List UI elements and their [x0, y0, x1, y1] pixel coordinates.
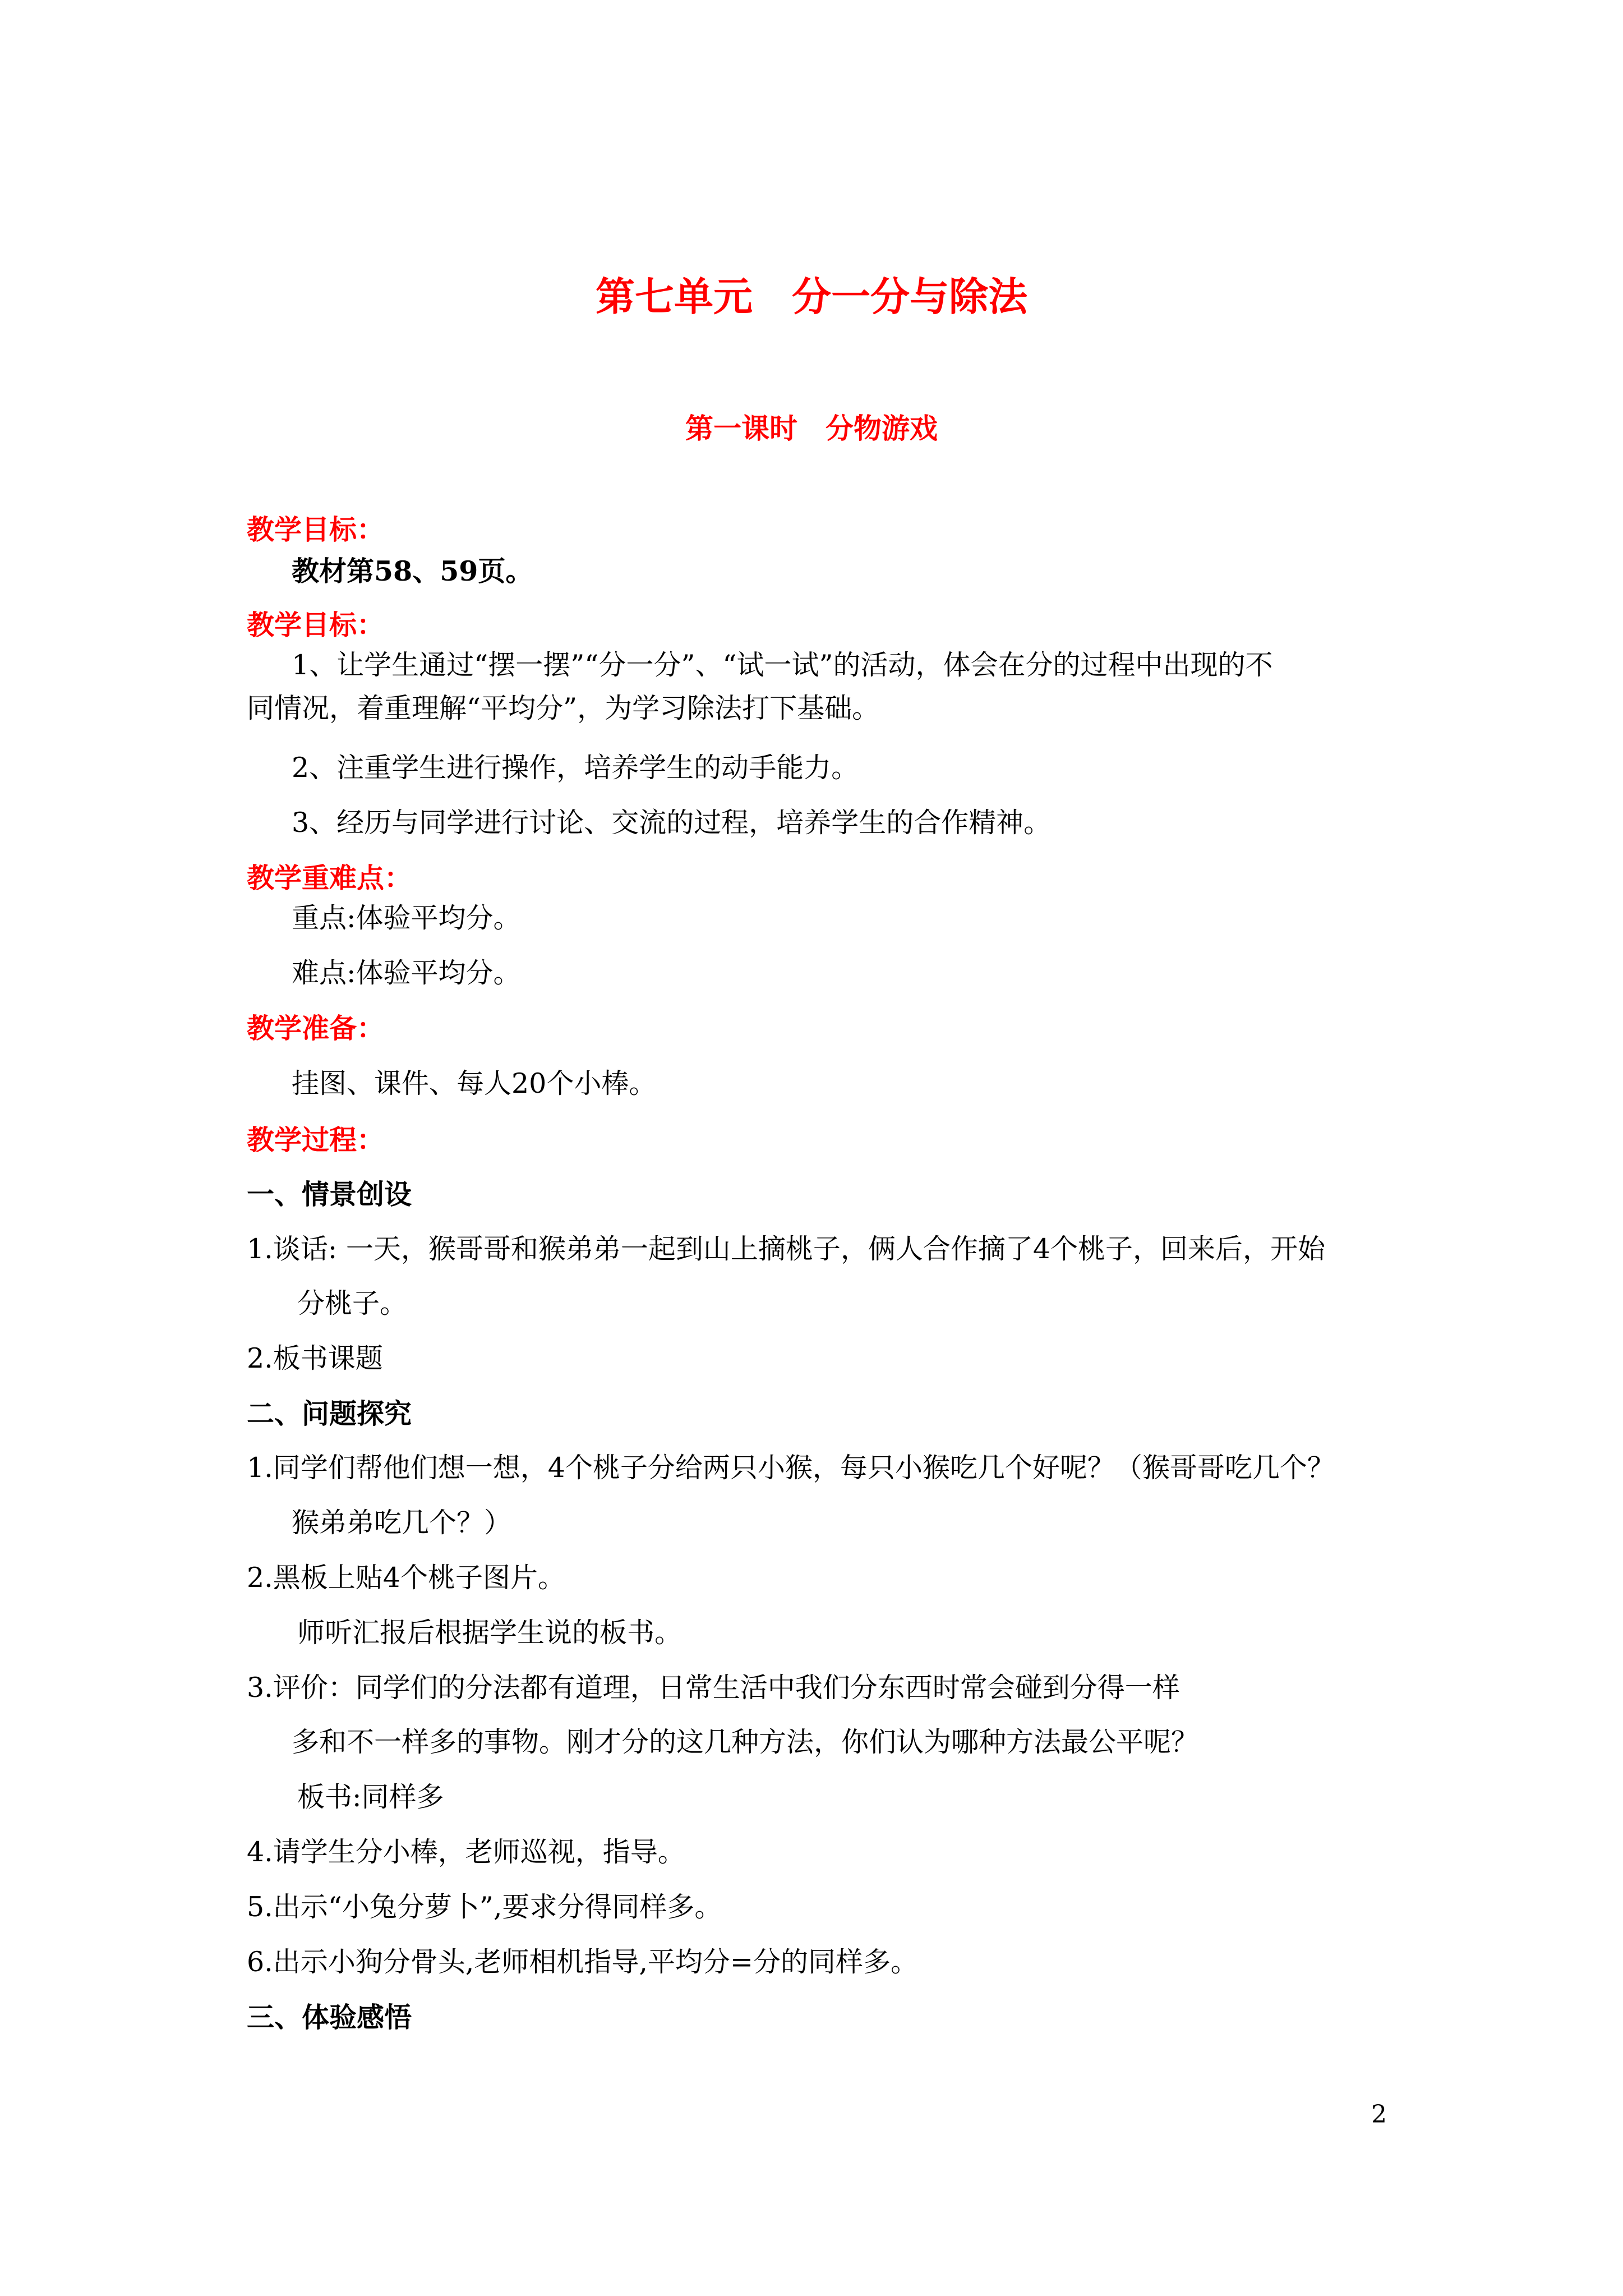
- page-number: 2: [1371, 2100, 1387, 2129]
- part2-item3b: 多和不一样多的事物。刚才分的这几种方法，你们认为哪种方法最公平呢？: [292, 1726, 1199, 1758]
- part2-heading: 二、问题探究: [247, 1397, 412, 1430]
- goal-item-2: 2、注重学生进行操作，培养学生的动手能力。: [292, 752, 859, 784]
- difficult-point: 难点:体验平均分。: [292, 957, 521, 989]
- part2-item4: 4.请学生分小棒，老师巡视，指导。: [247, 1836, 685, 1868]
- prep-text: 挂图、课件、每人20个小棒。: [292, 1068, 657, 1099]
- key-point: 重点:体验平均分。: [292, 902, 521, 934]
- part1-heading: 一、情景创设: [247, 1178, 412, 1211]
- goal-text-1: 教材第58、59页。: [292, 555, 533, 587]
- goal-item-1b: 同情况，着重理解“平均分”，为学习除法打下基础。: [247, 692, 880, 724]
- prep-heading: 教学准备：: [247, 1012, 385, 1045]
- goal-heading-2: 教学目标：: [247, 609, 385, 641]
- part3-heading: 三、体验感悟: [247, 2001, 412, 2033]
- part2-item2: 2.黑板上贴4个桃子图片。: [247, 1562, 565, 1594]
- part2-item2b: 师听汇报后根据学生说的板书。: [297, 1617, 683, 1649]
- part1-item1a: 1.谈话: 一天，猴哥哥和猴弟弟一起到山上摘桃子，俩人合作摘了4个桃子，回来后，开始: [247, 1233, 1326, 1265]
- key-heading: 教学重难点：: [247, 862, 412, 894]
- part2-item3a: 3.评价：同学们的分法都有道理，日常生活中我们分东西时常会碰到分得一样: [247, 1672, 1180, 1704]
- goal-heading-1: 教学目标：: [247, 513, 385, 546]
- unit-title: 第七单元 分一分与除法: [596, 273, 1027, 320]
- part2-item5: 5.出示“小兔分萝卜”,要求分得同样多。: [247, 1891, 722, 1923]
- process-heading: 教学过程：: [247, 1124, 385, 1156]
- lesson-subtitle: 第一课时 分物游戏: [685, 412, 938, 445]
- part2-item1a: 1.同学们帮他们想一想，4个桃子分给两只小猴，每只小猴吃几个好呢？（猴哥哥吃几个？: [247, 1452, 1335, 1484]
- part2-item1b: 猴弟弟吃几个？）: [292, 1507, 512, 1539]
- part2-item6: 6.出示小狗分骨头,老师相机指导,平均分=分的同样多。: [247, 1946, 918, 1978]
- goal-item-3: 3、经历与同学进行讨论、交流的过程，培养学生的合作精神。: [292, 807, 1052, 839]
- part1-item1b: 分桃子。: [297, 1287, 408, 1319]
- part1-item2: 2.板书课题: [247, 1342, 383, 1374]
- part2-item3c: 板书:同样多: [297, 1781, 444, 1813]
- goal-item-1a: 1、让学生通过“摆一摆”“分一分”、“试一试”的活动，体会在分的过程中出现的不: [292, 649, 1273, 681]
